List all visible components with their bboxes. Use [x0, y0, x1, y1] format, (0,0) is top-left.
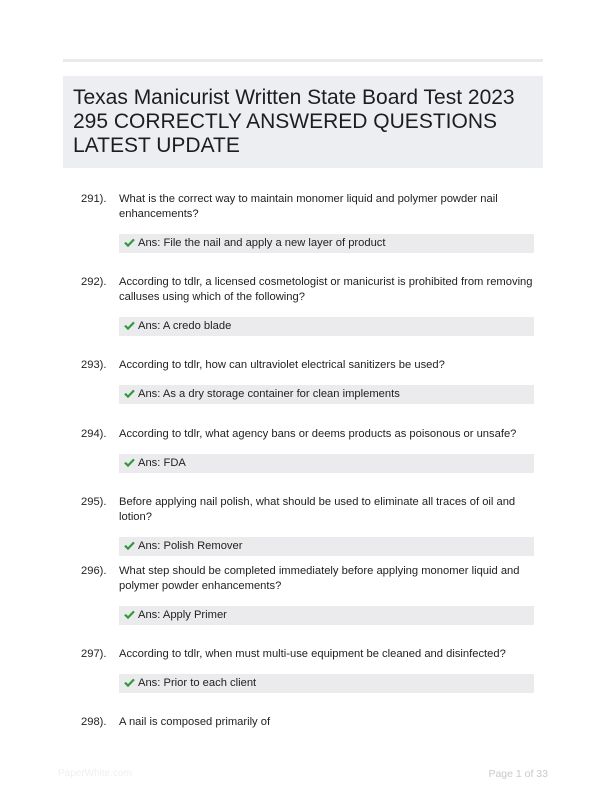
question-number: 296). [81, 565, 107, 577]
question-item [81, 192, 541, 253]
question-item [81, 564, 541, 625]
answer-text: Ans: File the nail and apply a new layer of product [138, 237, 386, 249]
answer-text: Ans: Prior to each client [138, 677, 257, 689]
question-number: 295). [81, 496, 107, 508]
question-text [119, 564, 541, 594]
checkmark-icon [124, 678, 135, 687]
question-number: 294). [81, 428, 107, 440]
question-number: 297). [81, 648, 107, 660]
answer-text: Ans: A credo blade [138, 320, 232, 332]
question-item [81, 495, 541, 556]
page-number: Page 1 of 33 [488, 768, 548, 780]
question-text: According to tdlr, what agency bans or deems products as poisonous or unsafe? [119, 428, 517, 440]
answer-box [119, 317, 534, 336]
question-item [81, 427, 541, 473]
question-line: What is the correct way to maintain monomer liquid and polymer powder nail [119, 193, 498, 205]
question-text [119, 275, 541, 305]
question-line: What step should be completed immediately before applying monomer liquid and [119, 565, 520, 577]
answer-box [119, 454, 534, 473]
checkmark-icon [124, 610, 135, 619]
question-text: According to tdlr, how can ultraviolet electrical sanitizers be used? [119, 359, 445, 371]
checkmark-icon [124, 321, 135, 330]
answer-box [119, 234, 534, 253]
question-item [81, 275, 541, 336]
question-item [81, 647, 541, 693]
top-divider [63, 59, 543, 62]
answer-text: Ans: FDA [138, 457, 186, 469]
title-line: Texas Manicurist Written State Board Test 2023 [73, 86, 515, 109]
question-line: polymer powder enhancements? [119, 580, 282, 592]
checkmark-icon [124, 541, 135, 550]
question-text: A nail is composed primarily of [119, 716, 271, 728]
question-number: 291). [81, 193, 107, 205]
question-text: According to tdlr, when must multi-use equipment be cleaned and disinfected? [119, 648, 506, 660]
answer-text: Ans: Apply Primer [138, 609, 227, 621]
question-text [119, 192, 541, 222]
question-line: calluses using which of the following? [119, 291, 305, 303]
checkmark-icon [124, 458, 135, 467]
answer-box [119, 385, 534, 404]
question-item [81, 358, 541, 404]
document-title-banner [63, 76, 543, 168]
checkmark-icon [124, 389, 135, 398]
question-number: 298). [81, 716, 107, 728]
footer-watermark: PaperWhite.com [58, 768, 132, 779]
checkmark-icon [124, 238, 135, 247]
answer-text: Ans: Polish Remover [138, 540, 243, 552]
answer-box [119, 606, 534, 625]
title-line: 295 CORRECTLY ANSWERED QUESTIONS [73, 110, 497, 133]
question-number: 292). [81, 276, 107, 288]
question-number: 293). [81, 359, 107, 371]
question-item [81, 715, 541, 730]
answer-text: Ans: As a dry storage container for clean implements [138, 388, 400, 400]
question-line: enhancements? [119, 208, 199, 220]
question-line: According to tdlr, a licensed cosmetologist or manicurist is prohibited from removing [119, 276, 533, 288]
title-line: LATEST UPDATE [73, 134, 240, 157]
answer-box [119, 674, 534, 693]
question-text: Before applying nail polish, what should be used to eliminate all traces of oil and lotion? [119, 496, 516, 523]
document-title [73, 86, 533, 158]
answer-box [119, 537, 534, 556]
